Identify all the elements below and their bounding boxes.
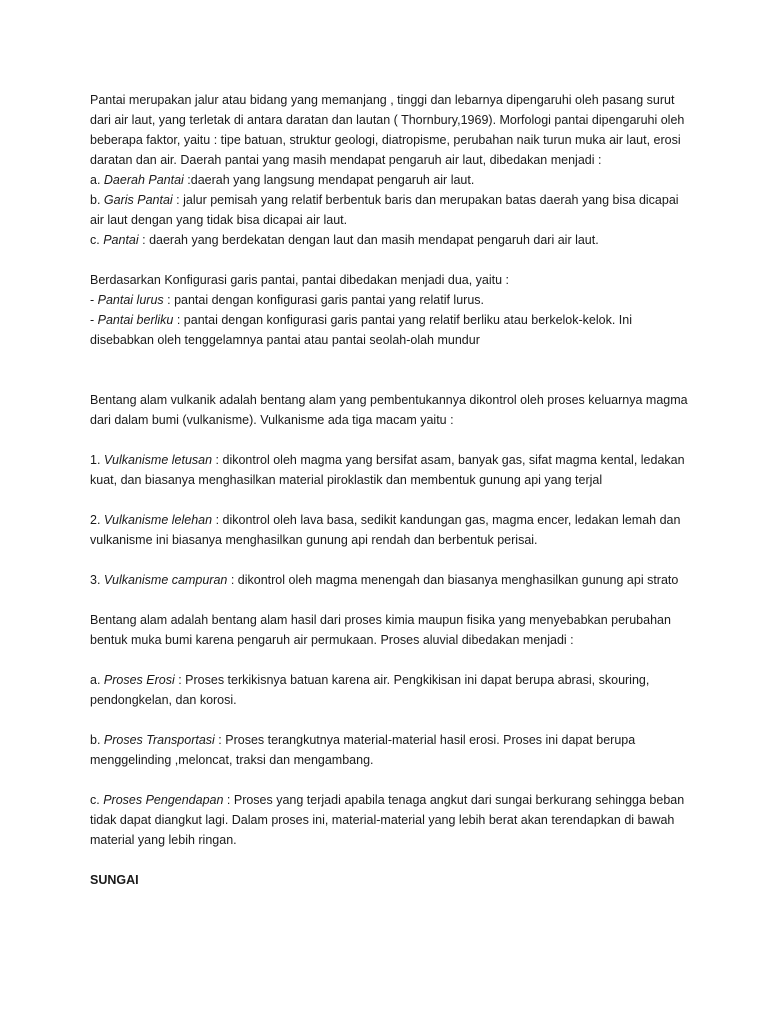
item-text: : dikontrol oleh lava basa, sedikit kandungan gas, magma encer, ledakan lemah dan vulkanisme ini biasanya menghasilkan gunung api rendah dan berbentuk perisai. [90,513,681,547]
aluvial-item-a [90,670,690,710]
pantai-item-a [90,170,690,190]
spacer [90,430,690,450]
item-term: Vulkanisme letusan [103,453,213,467]
item-prefix: b. [90,733,104,747]
item-text: : pantai dengan konfigurasi garis pantai yang relatif lurus. [163,293,484,307]
item-text: : Proses yang terjadi apabila tenaga angkut dari sungai berkurang sehingga beban tidak dapat diangkut lagi. Dalam proses ini, material-material yang lebih berat akan terendapkan di bawah material yang lebih ringan. [90,793,685,847]
spacer [90,550,690,570]
spacer [90,250,690,270]
document-page [90,90,690,890]
item-term: Vulkanisme lelehan [103,513,213,527]
heading-sungai: SUNGAI [90,873,139,887]
item-term: Proses Erosi [103,673,175,687]
item-term: Pantai berliku [97,313,174,327]
pantai-item-b [90,190,690,230]
pantai-intro: Pantai merupakan jalur atau bidang yang memanjang , tinggi dan lebarnya dipengaruhi oleh pasang surut dari air laut, yang terletak di antara daratan dan lautan ( Thornbury,1969). Morfologi pantai dipengaruhi oleh beberapa faktor, yaitu : tipe batuan, struktur geologi, diatropisme, perubahan naik turun muka air laut, erosi daratan dan air. Daerah pantai yang masih mendapat pengaruh air laut, dibedakan menjadi : [90,93,685,167]
item-term: Daerah Pantai [103,173,184,187]
item-text: :daerah yang langsung mendapat pengaruh air laut. [183,173,475,187]
item-term: Pantai [103,233,139,247]
item-prefix: c. [90,233,104,247]
vulkanik-item-3 [90,570,690,590]
konfigurasi-intro: Berdasarkan Konfigurasi garis pantai, pantai dibedakan menjadi dua, yaitu : [90,273,510,287]
spacer [90,490,690,510]
aluvial-intro: Bentang alam adalah bentang alam hasil dari proses kimia maupun fisika yang menyebabkan perubahan bentuk muka bumi karena pengaruh air permukaan. Proses aluvial dibedakan menjadi : [90,613,671,647]
item-prefix: - [90,293,98,307]
konfigurasi-item-lurus [90,290,690,310]
vulkanik-item-1 [90,450,690,490]
item-text: : dikontrol oleh magma yang bersifat asam, banyak gas, sifat magma kental, ledakan kuat, dan biasanya menghasilkan material piroklastik dan membentuk gunung api yang terjal [90,453,685,487]
pantai-item-c [90,230,690,250]
vulkanik-intro: Bentang alam vulkanik adalah bentang alam yang pembentukannya dikontrol oleh proses keluarnya magma dari dalam bumi (vulkanisme). Vulkanisme ada tiga macam yaitu : [90,393,688,427]
item-prefix: - [90,313,98,327]
item-term: Vulkanisme campuran [103,573,228,587]
item-text: : jalur pemisah yang relatif berbentuk baris dan merupakan batas daerah yang bisa dicapai air laut dengan yang tidak bisa dicapai air laut. [90,193,679,227]
item-prefix: 3. [90,573,104,587]
spacer [90,650,690,670]
spacer [90,590,690,610]
item-prefix: a. [90,173,104,187]
item-text: : Proses terkikisnya batuan karena air. Pengkikisan ini dapat berupa abrasi, skouring, pendongkelan, dan korosi. [90,673,650,707]
spacer [90,710,690,730]
item-prefix: b. [90,193,104,207]
item-prefix: 1. [90,453,104,467]
vulkanik-item-2 [90,510,690,550]
konfigurasi-item-berliku [90,310,690,350]
aluvial-item-b [90,730,690,770]
item-term: Proses Transportasi [103,733,215,747]
item-prefix: a. [90,673,104,687]
item-prefix: c. [90,793,104,807]
aluvial-item-c [90,790,690,850]
spacer [90,350,690,390]
spacer [90,850,690,870]
item-text: : Proses terangkutnya material-material hasil erosi. Proses ini dapat berupa menggelinding ,meloncat, traksi dan mengambang. [90,733,636,767]
spacer [90,770,690,790]
item-term: Proses Pengendapan [103,793,224,807]
item-term: Garis Pantai [103,193,173,207]
item-term: Pantai lurus [97,293,164,307]
item-text: : daerah yang berdekatan dengan laut dan masih mendapat pengaruh dari air laut. [138,233,599,247]
item-text: : dikontrol oleh magma menengah dan biasanya menghasilkan gunung api strato [227,573,679,587]
item-prefix: 2. [90,513,104,527]
item-text: : pantai dengan konfigurasi garis pantai yang relatif berliku atau berkelok-kelok. Ini disebabkan oleh tenggelamnya pantai atau pantai seolah-olah mundur [90,313,632,347]
